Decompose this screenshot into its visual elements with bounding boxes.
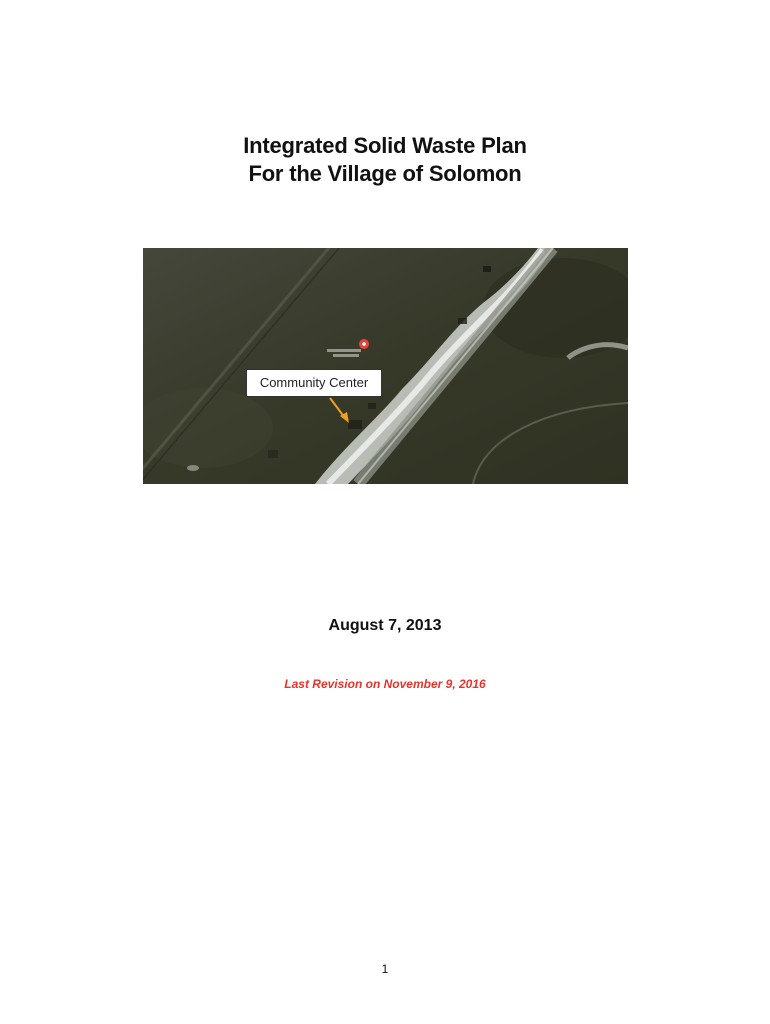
- aerial-photo-drawing: [143, 248, 628, 484]
- page-number: 1: [381, 962, 389, 976]
- location-pin-icon: [359, 339, 369, 349]
- community-center-building: [348, 420, 362, 429]
- title-line-1: Integrated Solid Waste Plan: [243, 133, 527, 158]
- document-title: [0, 132, 770, 188]
- aerial-photo: [143, 248, 628, 484]
- document-date: August 7, 2013: [328, 617, 442, 634]
- revision-note: Last Revision on November 9, 2016: [284, 677, 486, 691]
- title-line-2: For the Village of Solomon: [248, 161, 522, 186]
- community-center-callout: Community Center: [246, 369, 382, 397]
